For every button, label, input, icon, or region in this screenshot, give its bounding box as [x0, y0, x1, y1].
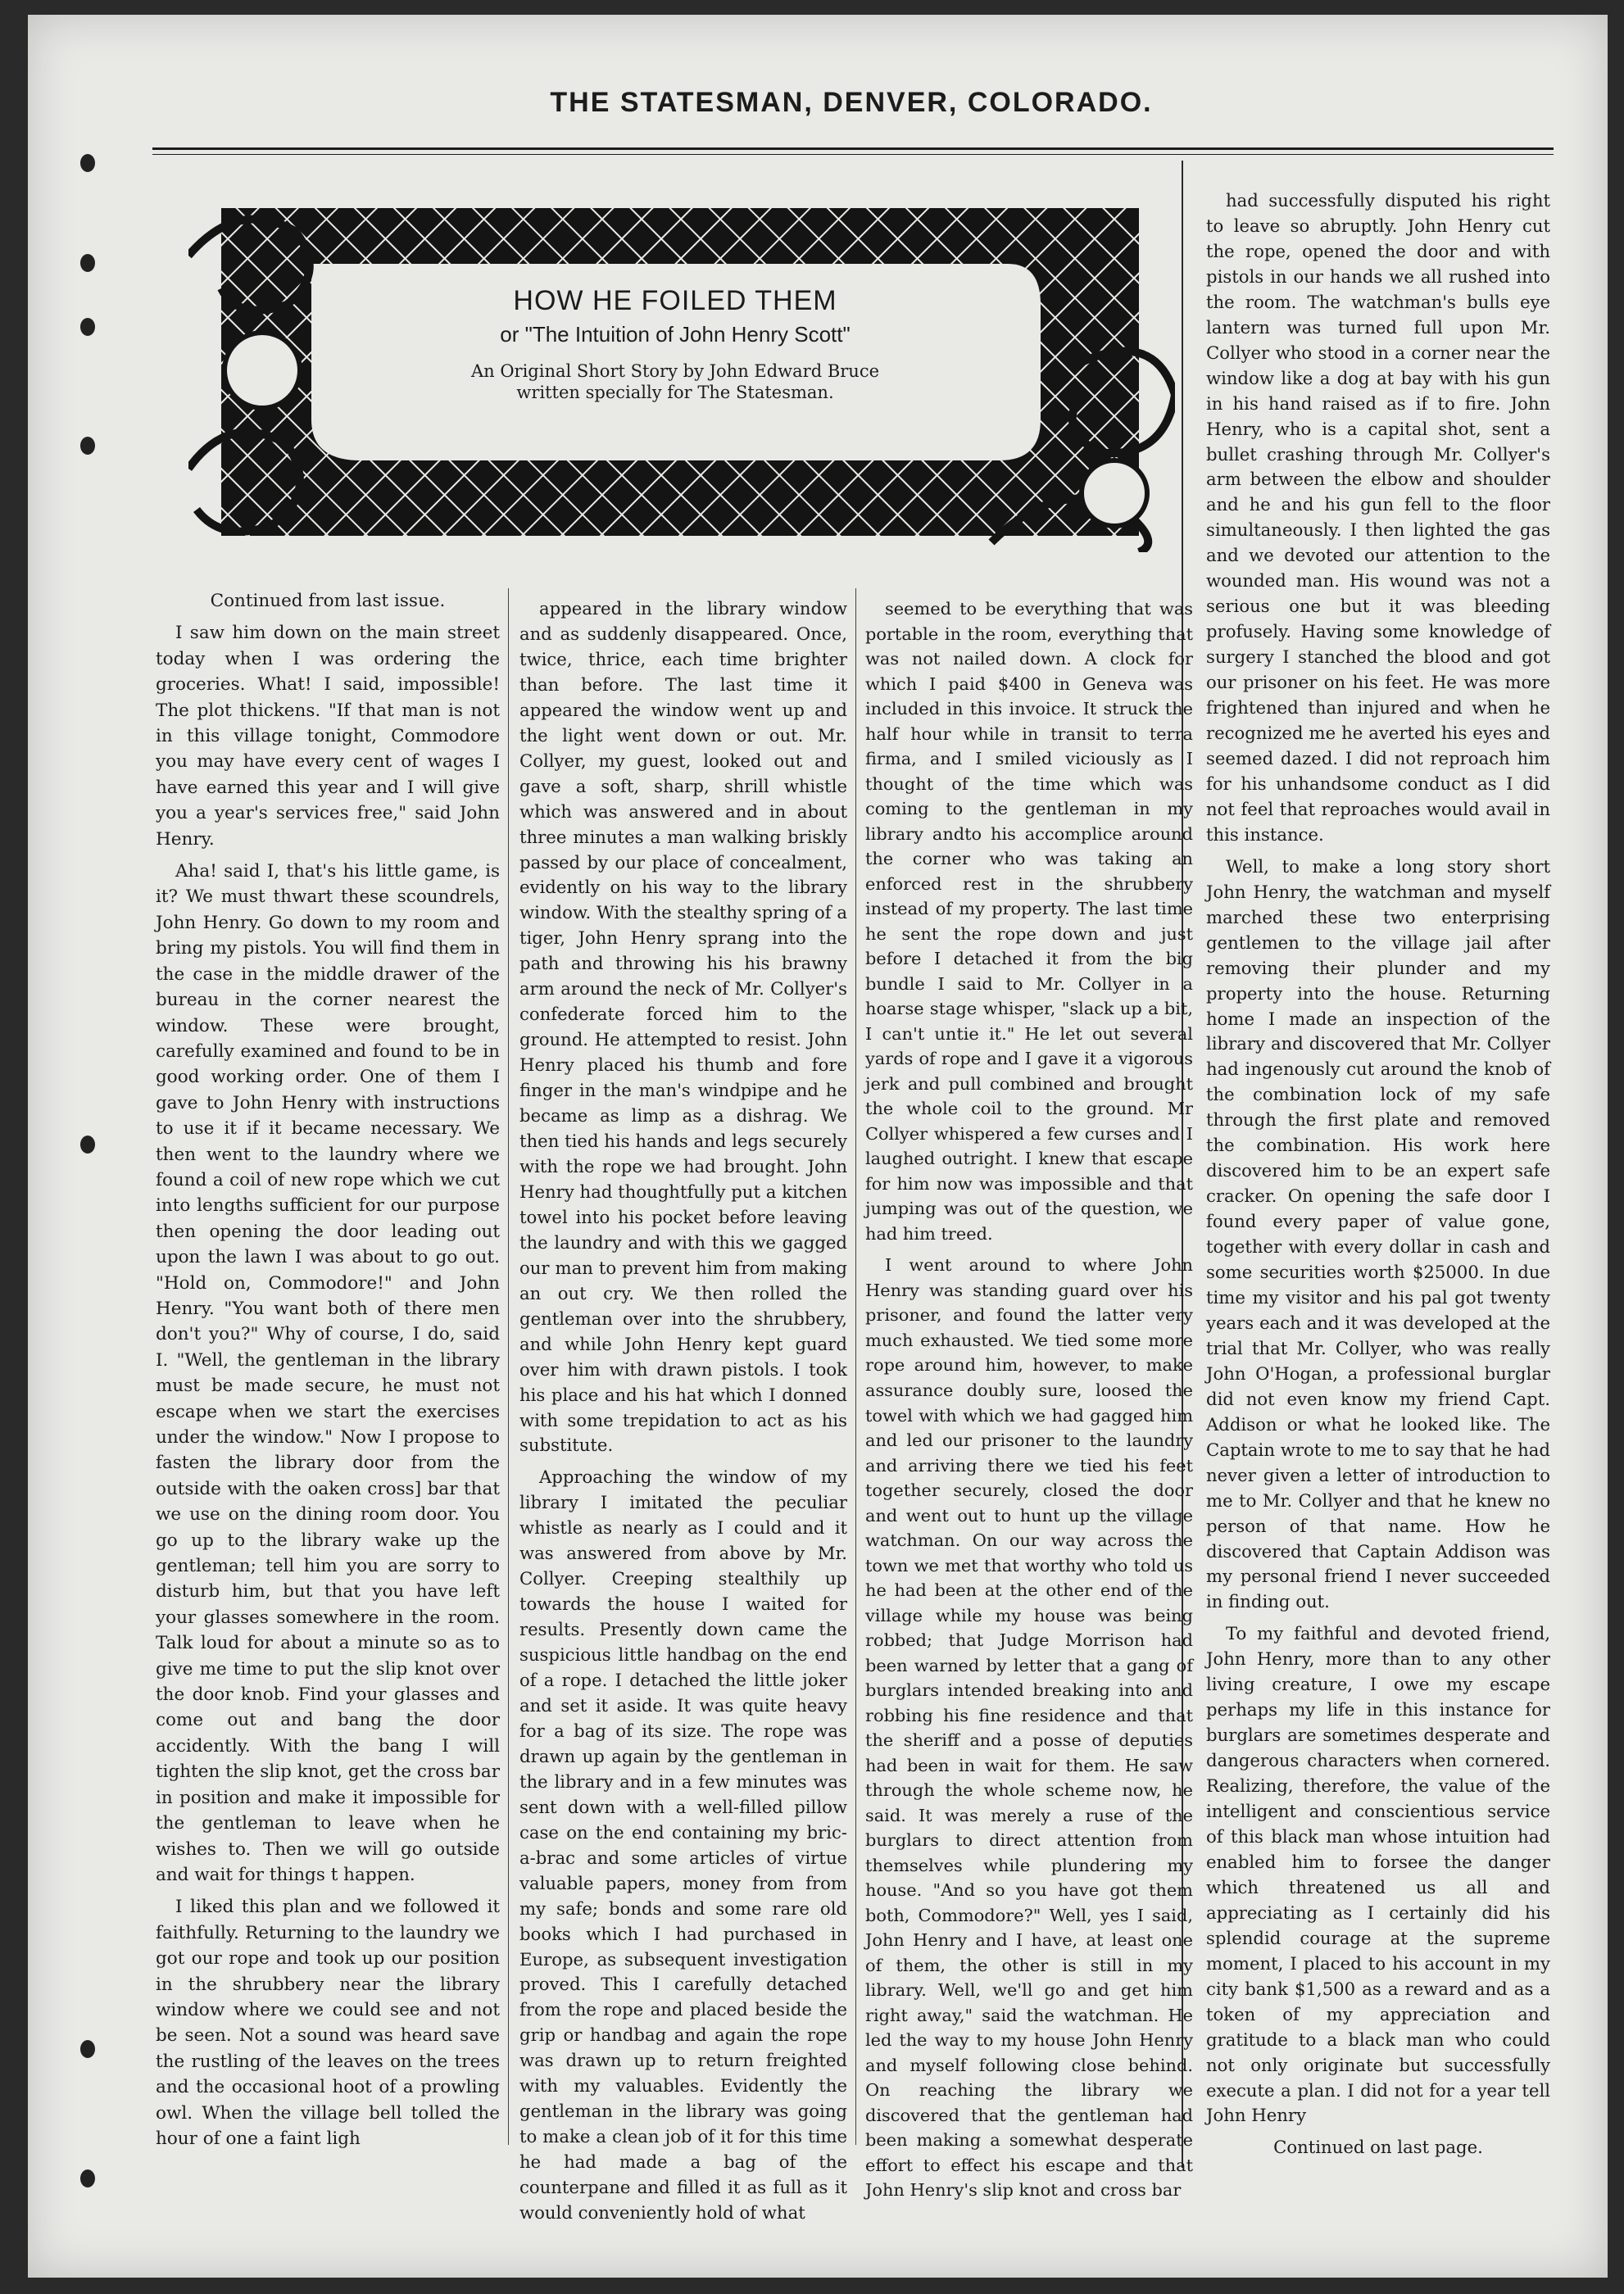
column-gutter	[508, 588, 509, 2145]
paragraph: I liked this plan and we followed it faithfully. Returning to the laundry we got our rope and took up our position in the shrubbery near the library window where we could see and not be seen. Not a sound was heard save the rustling of the leaves on the trees and the occasional hoot of a prowling owl. When the village bell tolled the hour of one a faint ligh	[156, 1897, 500, 2149]
column-gutter	[855, 588, 856, 2145]
paragraph: appeared in the library window and as suddenly disappeared. Once, twice, thrice, each time brighter than before. The last time it appeared the window went up and the light went down or out. Mr. Collyer, my guest, looked out and gave a soft, sharp, shrill whistle which was answered and in about three minutes a man walking briskly passed by our place of concealment, evidently on his way to the library window. With the stealthy spring of a tiger, John Henry sprang into the path and throwing his his brawny arm around the neck of Mr. Collyer's confederate forced him to the ground. He attempted to resist. John Henry placed his thumb and fore finger in the man's windpipe and he became as limp as a dishrag. We then tied his hands and legs securely with the rope we had brought. John Henry had thoughtfully put a kitchen towel into his pocket before leaving the laundry and with this we gagged our man to prevent him from making an out cry. We then rolled the gentleman over into the shrubbery, and while John Henry kept guard over him with drawn pistols. I took his place and his hat which I donned with some trepidation to act as his substitute.	[519, 598, 847, 1456]
paragraph: To my faithful and devoted friend, John Henry, more than to any other living creature, I owe my escape perhaps my life in this instance for burglars are sometimes desperate and dangerous characters when cornered. Realizing, therefore, the value of the intelligent and conscientious service of this black man whose intuition had enabled him to forsee the danger which threatened us all and appreciating as I certainly did his splendid courage at the supreme moment, I placed to his account in my city bank $1,500 as a reward and as a token of my appreciation and gratitude to a black man who could not only originate but successfully execute a plan. I did not for a year tell John Henry	[1206, 1623, 1550, 2126]
masthead-rule-thin	[152, 154, 1554, 155]
paragraph: Approaching the window of my library I imitated the peculiar whistle as nearly as I could and it was answered from above by Mr. Collyer. Creeping stealthily up towards the house I waited for results. Presently down came the suspicious little handbag on the end of a rope. I detached the little joker and set it aside. It was quite heavy for a bag of its size. The rope was drawn up again by the gentleman in the library and in a few minutes was sent down with a well-filled pillow case on the end containing my bric-a-brac and some articles of virtue valuable papers, money from from my safe; bonds and some rare old books which I had purchased in Europe, as subsequent investigation proved. This I carefully detached from the rope and placed beside the grip or handbag and again the rope was drawn up to return freighted with my valuables. Evidently the gentleman in the library was going to make a clean job of it for this time he had made a bag of the counterpane and filled it as full as it would conveniently hold of what	[519, 1467, 847, 2224]
paragraph: seemed to be everything that was portable in the room, everything that was not nailed down. A clock for which I paid $400 in Geneva was included in this invoice. It struck the half hour while in transit to terra firma, and I smiled viciously as I thought of the time which was coming to the gentleman in my library andto his accomplice around the corner who was taking an enforced rest in the shrubbery instead of my property. The last time he sent the rope down and just before I detached it from the big bundle I said to Mr. Collyer in a hoarse stage whisper, "slack up a bit, I can't untie it." He let out several yards of rope and I gave it a vigorous jerk and pull combined and brought the whole coil to the ground. Mr Collyer whispered a few curses and I laughed outright. I knew that escape for him now was impossible and that jumping was out of the question, we had him treed.	[865, 599, 1193, 1244]
paragraph: I saw him down on the main street today when I was ordering the groceries. What! I said, impossible! The plot thickens. "If that man is not in this village tonight, Commodore you may have every cent of wages I have earned this year and I will give you a year's services free," said John Henry.	[156, 623, 500, 850]
paragraph: I went around to where John Henry was standing guard over his prisoner, and found the latter very much exhausted. We tied some more rope around him, however, to make assurance doubly sure, loosed the towel with which we had gagged him and led our prisoner to the laundry and arriving there we tied his feet together securely, closed the door and went out to hunt up the village watchman. On our way across the town we met that worthy who told us he had been at the other end of the village while my house was being robbed; that Judge Morrison had been warned by letter that a gang of burglars intended breaking into and robbing his fine residence and that the sheriff and a posse of deputies had been in wait for them. He saw through the whole scheme now, he said. It was merely a ruse of the burglars to direct attention from themselves while plundering my house. "And so you have got them both, Commodore?" Well, yes I said, John Henry and I have, at least one of them, the other is still in my library. Well, we'll go and get him right away," said the watchman. He led the way to my house John Henry and myself following close behind. On reaching the library we discovered that the gentleman had been making a somewhat desperate effort to effect his escape and that John Henry's slip knot and cross bar	[865, 1255, 1193, 2201]
continued-from-note: Continued from last issue.	[210, 591, 446, 611]
story-subtitle: or "The Intuition of John Henry Scott"	[500, 322, 851, 347]
masthead-rule	[152, 147, 1554, 150]
column-2	[519, 596, 847, 2226]
continued-on-note: Continued on last page.	[1273, 2137, 1483, 2158]
paragraph: Aha! said I, that's his little game, is it? We must thwart these scoundrels, John Henry. Go down to my room and bring my pistols. You will find them in the case in the middle drawer of the bureau in the corner nearest the window. These were brought, carefully examined and found to be in good working order. One of them I gave to John Henry with instructions to use it if it became necessary. We then went to the laundry where we found a coil of new rope which we cut into lengths sufficient for our purpose then opening the door leading out upon the lawn I was about to go out. "Hold on, Commodore!" and John Henry. "You want both of there men don't you?" Why of course, I do, said I. "Well, the gentleman in the library must be made secure, he must not escape when we start the exercises under the window." Now I propose to fasten the library door from the outside with the oaken cross] bar that we use on the dining room door. You go up to the library wake up the gentleman; tell him you are sorry to disturb him, but that you have left your glasses somewhere in the room. Talk loud for about a minute so as to give me time to put the slip knot over the door knob. Find your glasses and come out and bang the door accidently. With the bang I will tighten the slip knot, get the cross bar in position and make it impossible for the gentleman to leave when he wishes to. Then we will go outside and wait for things t happen.	[156, 861, 500, 1885]
story-header	[446, 285, 905, 403]
column-3	[865, 596, 1193, 2203]
paragraph: Well, to make a long story short John Henry, the watchman and myself marched these two enterprising gentlemen to the village jail after removing their plunder and my property into the house. Returning home I made an inspection of the library and discovered that Mr. Collyer had ingenously cut around the knob of the combination lock of my safe through the first plate and removed the combination. His work here discovered him to be an expert safe cracker. On opening the safe door I found every paper of value gone, together with every dollar in cash and some securities worth $25000. In due time my visitor and his pal got twenty years each and it was developed at the trial that Mr. Collyer, who was really John O'Hogan, a professional burglar did not even know my friend Capt. Addison or what he looked like. The Captain wrote to me to say that he had never given a letter of introduction to me to Mr. Collyer and that he knew no person of that name. How he discovered that Captain Addison was my personal friend I never succeeded in finding out.	[1206, 855, 1550, 1612]
column-1	[156, 588, 500, 2151]
column-4	[1206, 188, 1550, 2160]
masthead: THE STATESMAN, DENVER, COLORADO.	[550, 87, 1153, 118]
newspaper-page	[28, 15, 1608, 2278]
story-title: HOW HE FOILED THEM	[513, 285, 837, 316]
paragraph: had successfully disputed his right to leave so abruptly. John Henry cut the rope, opened the door and with pistols in our hands we all rushed into the room. The watchman's bulls eye lantern was turned full upon Mr. Collyer who stood in a corner near the window like a dog at bay with his gun in his hand raised as if to fire. John Henry, who is a capital shot, sent a bullet crashing through Mr. Collyer's arm between the elbow and shoulder and he and his gun fell to the floor simultaneously. I then lighted the gas and we devoted our attention to the wounded man. His wound was not a serious one but it was bleeding profusely. Having some knowledge of surgery I stanched the blood and got our prisoner on his feet. He was more frightened than injured and when he recognized me he averted his eyes and seemed dazed. I did not reproach him for his unhandsome conduct as I did not feel that reproaches would avail in this instance.	[1206, 190, 1550, 845]
story-byline: An Original Short Story by John Edward Bruce written specially for The Statesman.	[470, 361, 880, 402]
